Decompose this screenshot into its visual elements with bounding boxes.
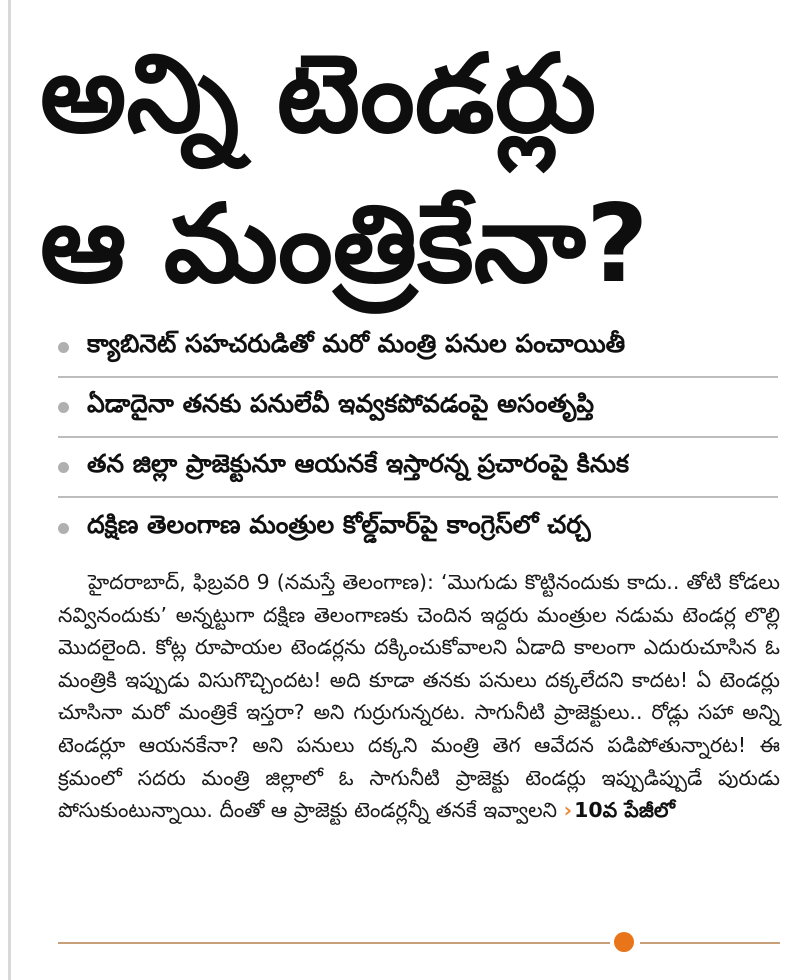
highlight-item xyxy=(58,318,778,378)
bullet-dot-icon xyxy=(58,523,69,534)
continued-on-label: 10వ పేజీలో xyxy=(574,798,675,823)
footer-dot-icon xyxy=(614,932,634,952)
highlight-item xyxy=(58,438,778,498)
bullet-dot-icon xyxy=(58,342,69,353)
chevron-right-icon: › xyxy=(563,798,573,823)
highlight-text: దక్షిణ తెలంగాణ మంత్రుల కోల్డ్‌వార్‌పై కాంగ్రెస్‌లో చర్చ xyxy=(87,510,591,539)
highlight-text: ఏడాదైనా తనకు పనులేవీ ఇవ్వకపోవడంపై అసంతృప్తి xyxy=(87,389,595,418)
highlights-list xyxy=(58,318,778,558)
highlight-item xyxy=(58,498,778,558)
article-body xyxy=(58,566,780,827)
highlight-item xyxy=(58,378,778,438)
headline xyxy=(40,20,780,320)
headline-line-2: ఆ మంత్రికేనా? xyxy=(40,182,649,307)
continued-on-link[interactable] xyxy=(564,798,675,822)
highlight-text: క్యాబినెట్ సహచరుడితో మరో మంత్రి పనుల పంచాయితీ xyxy=(87,329,626,358)
footer-divider-right xyxy=(640,942,780,944)
headline-line-1: అన్ని టెండర్లు xyxy=(40,32,597,157)
bullet-dot-icon xyxy=(58,402,69,413)
article-body-text: హైదరాబాద్, ఫిబ్రవరి 9 (నమస్తే తెలంగాణ): ‘మొగుడు కొట్టినందుకు కాదు.. తోటి కోడలు నవ్వినందుకు’ అన్నట్టుగా దక్షిణ తెలంగాణకు చెందిన ఇద్దరు మంత్రుల నడుమ టెండర్ల లొల్లి మొదలైంది. కోట్ల రూపాయల టెండర్లను దక్కించుకోవాలని ఏడాది కాలంగా ఎదురుచూసిన ఓ మంత్రికి ఇప్పుడు విసుగొచ్చిందట! అది కూడా తనకు పనులు దక్కలేదని కాదట! ఏ టెండర్లు చూసినా మరో మంత్రికే ఇస్తరా? అని గుర్రుగున్నరట. సాగునీటి ప్రాజెక్టులు.. రోడ్లు సహా అన్ని టెండర్లూ ఆయనకేనా? అని పనులు దక్కని మంత్రి తెగ ఆవేదన పడిపోతున్నారట! ఈ క్రమంలో సదరు మంత్రి జిల్లాలో ఓ సాగునీటి ప్రాజెక్టు టెండర్లు ఇప్పుడిప్పుడే పురుడు పోసుకుంటున్నాయి. దీంతో ఆ ప్రాజెక్టు టెండర్లన్నీ తనకే ఇవ్వాలని xyxy=(58,570,780,823)
left-column-rule xyxy=(8,0,11,980)
highlight-text: తన జిల్లా ప్రాజెక్టునూ ఆయనకే ఇస్తారన్న ప్రచారంపై కినుక xyxy=(87,449,630,478)
footer-divider-left xyxy=(58,942,610,944)
bullet-dot-icon xyxy=(58,462,69,473)
